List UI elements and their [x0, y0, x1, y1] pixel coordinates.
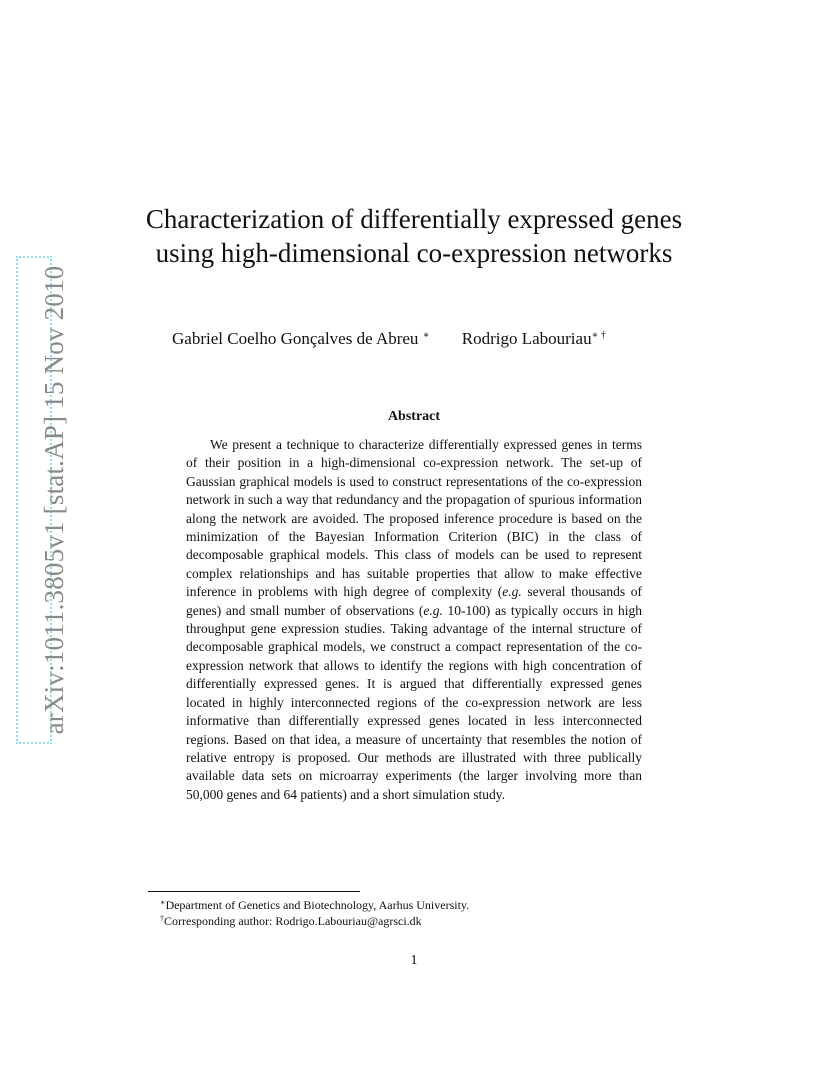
- author-2-name: Rodrigo Labouriau: [461, 329, 592, 348]
- footnote-2-text: Corresponding author: Rodrigo.Labouriau@agrsci.dk: [164, 914, 422, 928]
- author-1: [172, 328, 429, 350]
- footnotes: [160, 897, 680, 929]
- footnote-2: [160, 913, 680, 929]
- paper-title: Characterization of differentially expressed genes using high-dimensional co-expression networks: [145, 204, 683, 268]
- author-list: [172, 328, 606, 350]
- footnote-2-mark: †: [160, 914, 164, 923]
- author-1-marks: ∗: [422, 330, 430, 341]
- arxiv-identifier: arXiv:1011.3805v1 [stat.AP] 15 Nov 2010: [39, 265, 69, 735]
- footnote-divider: [148, 891, 360, 892]
- abstract-heading: Abstract: [387, 409, 441, 424]
- page-number: 1: [410, 953, 418, 968]
- author-2: [462, 328, 606, 350]
- footnote-1-text: Department of Genetics and Biotechnology, Aarhus University.: [165, 898, 470, 912]
- author-2-marks: ∗ †: [591, 330, 606, 341]
- author-1-name: Gabriel Coelho Gonçalves de Abreu: [172, 329, 419, 348]
- abstract-text: We present a technique to characterize differentially expressed genes in terms of their position in a high-dimensional co-expression network. The set-up of Gaussian graphical models is used to construct representations of the co-expression network in such a way that redundancy and the propagation of spurious information along the network are avoided. The proposed inference procedure is based on the minimization of the Bayesian Information Criterion (BIC) in the class of decomposable graphical models. This class of models can be used to represent complex relationships and has suitable properties that allow to make effective inference in problems with high degree of complexity (e.g. several thousands of genes) and small number of observations (e.g. 10-100) as typically occurs in high throughput gene expression studies. Taking advantage of the internal structure of decomposable graphical models, we construct a compact representation of the co-expression network that allows to identify the regions with high concentration of differentially expressed genes. It is argued that differentially expressed genes located in highly interconnected regions of the co-expression network are less informative than differentially expressed genes located in less interconnected regions. Based on that idea, a measure of uncertainty that resembles the notion of relative entropy is proposed. Our methods are illustrated with three publically available data sets on microarray experiments (the larger involving more than 50,000 genes and 64 patients) and a short simulation study.: [186, 437, 642, 802]
- footnote-1: [160, 897, 680, 913]
- footnote-1-mark: ∗: [160, 898, 166, 907]
